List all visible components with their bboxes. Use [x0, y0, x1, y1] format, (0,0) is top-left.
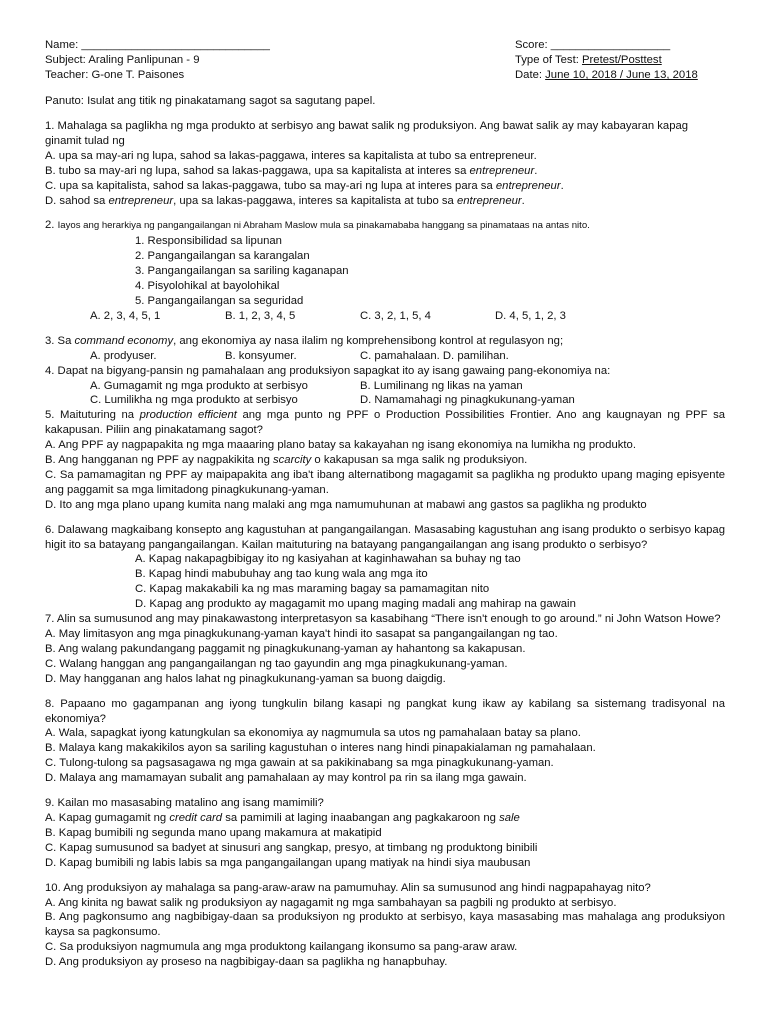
teacher-line: Teacher: G-one T. Paisones: [45, 69, 185, 81]
question-7: [45, 612, 725, 687]
date-value: June 10, 2018 / June 13, 2018: [545, 69, 698, 81]
instructions: Panuto: Isulat ang titik ng pinakatamang sagot sa sagutang papel.: [45, 95, 376, 107]
choice-b: B. Kapag bumibili ng segunda mano upang makamura at makatipid: [45, 826, 382, 839]
question-9: [45, 796, 725, 871]
choice-b: B. Lumilinang ng likas na yaman: [360, 379, 523, 392]
question-2: [45, 218, 725, 323]
choices-grid: [45, 379, 725, 409]
question-6: [45, 523, 725, 612]
choice-c: C. Kapag sumusunod sa badyet at sinusuri ang sangkap, presyo, at timbang ng produktong binibili: [45, 841, 538, 854]
choice-d: D. Namamahagi ng pinagkukunang-yaman: [360, 394, 575, 407]
question-stem: 6. Dalawang magkaibang konsepto ang kagustuhan at pangangailangan. Masasabing kagustuhan ang isang produkto o serbisyo kapag higit ito sa batayang pangangailangan. Kailan maituturing na batayang pangangailangan ang isang produkto o serbisyo?: [45, 523, 725, 551]
choice-c: C. Kapag makakabili ka ng mas maraming bagay sa pamamagitan nito: [135, 583, 490, 596]
list-item: 1. Responsibilidad sa lipunan: [135, 235, 282, 248]
question-stem: 5. Maituturing na production efficient ang mga punto ng PPF o Production Possibilities Frontier. Ano ang kaugnayan ng PPF sa kakapusan. Piliin ang pinakatamang sagot?: [45, 409, 725, 437]
header: [45, 38, 725, 83]
question-1: [45, 119, 725, 208]
subject-line: Subject: Araling Panlipunan - 9: [45, 54, 200, 66]
choice-a: A. Wala, sapagkat iyong katungkulan sa ekonomiya ay nagmumula sa utos ng pamahalaan batay sa plano.: [45, 727, 581, 740]
question-10: [45, 881, 725, 970]
choice-d: D. sahod sa entrepreneur, upa sa lakas-paggawa, interes sa kapitalista at tubo sa entrepreneur.: [45, 194, 525, 207]
question-5: [45, 408, 725, 512]
choice-c: C. Walang hanggan ang pangangailangan ng tao gayundin ang mga pinagkukunang-yaman.: [45, 657, 508, 670]
choice-d: D. 4, 5, 1, 2, 3: [495, 309, 566, 322]
choice-b: B. Malaya kang makakikilos ayon sa sariling kagustuhan o interes nang hindi pinapakialaman ng pamahalaan.: [45, 742, 596, 755]
quiz-page: [45, 38, 725, 970]
choices-row: [45, 349, 725, 364]
question-stem: 8. Papaano mo gagampanan ang iyong tungkulin bilang kasapi ng pangkat kung ikaw ay kabilang sa sistemang tradisyonal na ekonomiya?: [45, 697, 725, 725]
question-stem: 1. Mahalaga sa paglikha ng mga produkto at serbisyo ang bawat salik ng produksiyon. Ang bawat salik ay may kabayaran kapag ginamit tulad ng: [45, 120, 689, 147]
choice-b: B. tubo sa may-ari ng lupa, sahod sa lakas-paggawa, upa sa kapitalista at interes sa entrepreneur.: [45, 164, 538, 177]
list-item: 2. Pangangailangan sa karangalan: [135, 250, 310, 263]
choice-d: D. Ang produksiyon ay proseso na nagbibigay-daan sa paglikha ng hanapbuhay.: [45, 956, 448, 969]
choice-a: A. 2, 3, 4, 5, 1: [90, 309, 161, 322]
choice-a: A. Gumagamit ng mga produkto at serbisyo: [90, 379, 308, 392]
question-stem: 7. Alin sa sumusunod ang may pinakawastong interpretasyon sa kasabihang “There isn't enough to go around.” ni John Watson Howe?: [45, 613, 721, 626]
question-stem: 4. Dapat na bigyang-pansin ng pamahalaan ang produksiyon sapagkat ito ay isang gawaing pang-ekonomiya na:: [45, 364, 611, 377]
list-item: 5. Pangangailangan sa seguridad: [135, 294, 304, 307]
choice-d: D. Malaya ang mamamayan subalit ang pamahalaan ay may kontrol pa rin sa ilang mga gawain.: [45, 772, 527, 785]
question-stem: 9. Kailan mo masasabing matalino ang isang mamimili?: [45, 797, 324, 810]
choice-d: D. Ito ang mga plano upang kumita nang malaki ang mga namumuhunan at mabawi ang gastos sa paglikha ng produkto: [45, 498, 647, 511]
date-line: Date: June 10, 2018 / June 13, 2018: [515, 69, 698, 81]
choice-c: C. Sa produksiyon nagmumula ang mga produktong kailangang ikonsumo sa pang-araw araw.: [45, 941, 518, 954]
choices-row: [45, 309, 725, 324]
test-type-line: Type of Test: Pretest/Posttest: [515, 54, 662, 66]
list-item: 3. Pangangailangan sa sariling kaganapan: [135, 265, 349, 278]
question-stem: 3. Sa command economy, ang ekonomiya ay nasa ilalim ng komprehensibong kontrol at regulasyon ng;: [45, 334, 564, 347]
choice-a: A. Ang kinita ng bawat salik ng produksiyon ay nagagamit ng mga sambahayan sa pagbili ng produkto at serbisyo.: [45, 896, 617, 909]
choice-a: A. May limitasyon ang mga pinagkukunang-yaman kaya't hindi ito sasapat sa pangangailangan ng tao.: [45, 628, 558, 640]
choice-d: D. Kapag bumibili ng labis labis sa mga pangangailangan upang matiyak na hindi siya maubusan: [45, 856, 531, 869]
choice-a: A. Kapag gumagamit ng credit card sa pamimili at laging inaabangan ang pagkakaroon ng sale: [45, 811, 520, 824]
choice-a: A. Ang PPF ay nagpapakita ng mga maaaring plano batay sa kakayahan ng isang ekonomiya na lumikha ng produkto.: [45, 439, 636, 452]
choice-c: C. 3, 2, 1, 5, 4: [360, 309, 431, 322]
test-type-value: Pretest/Posttest: [581, 54, 662, 66]
choice-b: B. 1, 2, 3, 4, 5: [225, 309, 296, 322]
question-stem: 2. Iayos ang herarkiya ng pangangailangan ni Abraham Maslow mula sa pinakamababa hanggang sa pinamataas na antas nito.: [45, 219, 590, 232]
choice-cd: C. pamahalaan. D. pamilihan.: [360, 349, 509, 362]
choice-d: D. Kapag ang produkto ay magagamit mo upang maging madali ang mahirap na gawain: [135, 598, 576, 611]
choice-c: C. Tulong-tulong sa pagsasagawa ng mga gawain at sa pakikinabang sa mga pinagkukunang-yaman.: [45, 757, 554, 770]
choice-b: B. Kapag hindi mabubuhay ang tao kung wala ang mga ito: [135, 568, 428, 581]
choice-b: B. Ang walang pakundangang paggamit ng pinagkukunang-yaman ay hahantong sa kakapusan.: [45, 642, 526, 655]
choice-c: C. Sa pamamagitan ng PPF ay maipapakita ang iba't ibang alternatibong magagamit sa paglikha ng produkto upang maging episyente ang paggamit sa mga limitadong pinagkukunang-yaman.: [45, 468, 725, 496]
score-field: Score: ___________________: [515, 39, 671, 51]
choice-b: B. konsyumer.: [225, 349, 297, 362]
choice-c: C. upa sa kapitalista, sahod sa lakas-paggawa, tubo sa may-ari ng lupa at interes para sa entrepreneur.: [45, 179, 564, 192]
choice-a: A. Kapag nakapagbibigay ito ng kasiyahan at kaginhawahan sa buhay ng tao: [135, 553, 521, 566]
name-field: Name: ______________________________: [45, 39, 270, 51]
list-item: 4. Pisyolohikal at bayolohikal: [135, 280, 280, 293]
choice-b: B. Ang pagkonsumo ang nagbibigay-daan sa produksiyon ng produkto at serbisyo, kaya masasabing mas mahalaga ang produksiyon kaysa sa pagkonsumo.: [45, 911, 725, 939]
choice-b: B. Ang hangganan ng PPF ay nagpakikita ng scarcity o kakapusan sa mga salik ng produksiyon.: [45, 454, 528, 467]
choice-a: A. prodyuser.: [90, 349, 157, 362]
choice-d: D. May hangganan ang halos lahat ng pinagkukunang-yaman sa buong daigdig.: [45, 672, 446, 685]
question-3: [45, 334, 725, 364]
choice-c: C. Lumilikha ng mga produkto at serbisyo: [90, 394, 298, 407]
choice-a: A. upa sa may-ari ng lupa, sahod sa lakas-paggawa, interes sa kapitalista at tubo sa entrepreneur.: [45, 149, 537, 162]
choices: [45, 552, 725, 612]
question-8: [45, 697, 725, 786]
question-stem: 10. Ang produksiyon ay mahalaga sa pang-araw-araw na pamumuhay. Alin sa sumusunod ang hindi nagpapahayag nito?: [45, 881, 651, 894]
question-4: [45, 364, 725, 409]
maslow-list: [45, 234, 725, 309]
